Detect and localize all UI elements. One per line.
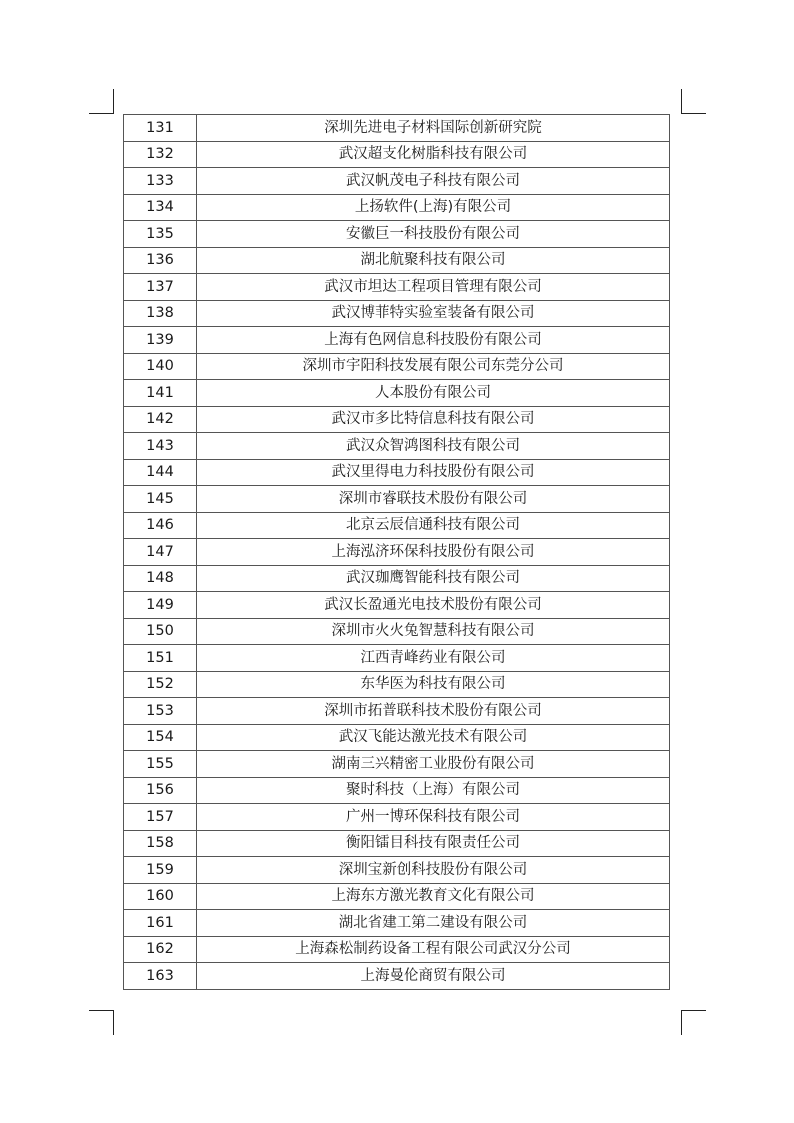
row-number: 151 — [124, 645, 197, 672]
company-name: 武汉市坦达工程项目管理有限公司 — [197, 274, 670, 301]
crop-mark-bottom-left — [89, 1010, 114, 1035]
company-name: 上扬软件(上海)有限公司 — [197, 194, 670, 221]
company-name: 武汉超支化树脂科技有限公司 — [197, 141, 670, 168]
company-name: 上海泓济环保科技股份有限公司 — [197, 539, 670, 566]
company-name: 武汉珈鹰智能科技有限公司 — [197, 565, 670, 592]
table-row — [124, 671, 670, 698]
row-number: 160 — [124, 883, 197, 910]
row-number: 149 — [124, 592, 197, 619]
table-row — [124, 592, 670, 619]
row-number: 157 — [124, 804, 197, 831]
table-row — [124, 804, 670, 831]
table-row — [124, 539, 670, 566]
row-number: 159 — [124, 857, 197, 884]
row-number: 141 — [124, 380, 197, 407]
company-name: 北京云辰信通科技有限公司 — [197, 512, 670, 539]
table-row — [124, 221, 670, 248]
row-number: 142 — [124, 406, 197, 433]
row-number: 150 — [124, 618, 197, 645]
table-row — [124, 910, 670, 937]
row-number: 155 — [124, 751, 197, 778]
table-row — [124, 353, 670, 380]
company-name: 上海有色网信息科技股份有限公司 — [197, 327, 670, 354]
company-name: 湖北航聚科技有限公司 — [197, 247, 670, 274]
company-name: 深圳市宇阳科技发展有限公司东莞分公司 — [197, 353, 670, 380]
company-name: 武汉市多比特信息科技有限公司 — [197, 406, 670, 433]
table-row — [124, 168, 670, 195]
table-row — [124, 751, 670, 778]
table-row — [124, 194, 670, 221]
row-number: 153 — [124, 698, 197, 725]
company-name: 武汉帆茂电子科技有限公司 — [197, 168, 670, 195]
row-number: 132 — [124, 141, 197, 168]
table-row — [124, 247, 670, 274]
table-row — [124, 857, 670, 884]
row-number: 161 — [124, 910, 197, 937]
table-row — [124, 459, 670, 486]
company-name: 上海曼伦商贸有限公司 — [197, 963, 670, 990]
table-row — [124, 274, 670, 301]
company-name: 江西青峰药业有限公司 — [197, 645, 670, 672]
company-list-table — [123, 114, 670, 990]
table-row — [124, 380, 670, 407]
row-number: 152 — [124, 671, 197, 698]
company-name: 湖南三兴精密工业股份有限公司 — [197, 751, 670, 778]
row-number: 137 — [124, 274, 197, 301]
row-number: 144 — [124, 459, 197, 486]
company-name: 武汉飞能达激光技术有限公司 — [197, 724, 670, 751]
table-row — [124, 512, 670, 539]
row-number: 154 — [124, 724, 197, 751]
row-number: 148 — [124, 565, 197, 592]
row-number: 143 — [124, 433, 197, 460]
company-name: 安徽巨一科技股份有限公司 — [197, 221, 670, 248]
crop-mark-top-right — [681, 89, 706, 114]
row-number: 131 — [124, 115, 197, 142]
table-row — [124, 777, 670, 804]
row-number: 156 — [124, 777, 197, 804]
company-name: 上海森松制药设备工程有限公司武汉分公司 — [197, 936, 670, 963]
crop-mark-top-left — [89, 89, 114, 114]
company-name: 武汉众智鸿图科技有限公司 — [197, 433, 670, 460]
table-row — [124, 936, 670, 963]
table-row — [124, 883, 670, 910]
table-row — [124, 300, 670, 327]
table-row — [124, 698, 670, 725]
row-number: 140 — [124, 353, 197, 380]
company-name: 人本股份有限公司 — [197, 380, 670, 407]
company-name: 东华医为科技有限公司 — [197, 671, 670, 698]
table-row — [124, 645, 670, 672]
company-name: 湖北省建工第二建设有限公司 — [197, 910, 670, 937]
row-number: 163 — [124, 963, 197, 990]
row-number: 158 — [124, 830, 197, 857]
company-name: 深圳先进电子材料国际创新研究院 — [197, 115, 670, 142]
row-number: 145 — [124, 486, 197, 513]
table-row — [124, 327, 670, 354]
row-number: 139 — [124, 327, 197, 354]
company-list-body — [124, 115, 670, 990]
table-row — [124, 963, 670, 990]
row-number: 136 — [124, 247, 197, 274]
company-name: 武汉博菲特实验室装备有限公司 — [197, 300, 670, 327]
company-name: 广州一博环保科技有限公司 — [197, 804, 670, 831]
crop-mark-bottom-right — [681, 1010, 706, 1035]
company-name: 深圳市睿联技术股份有限公司 — [197, 486, 670, 513]
row-number: 147 — [124, 539, 197, 566]
row-number: 133 — [124, 168, 197, 195]
table-row — [124, 115, 670, 142]
table-row — [124, 618, 670, 645]
table-row — [124, 406, 670, 433]
row-number: 138 — [124, 300, 197, 327]
table-row — [124, 433, 670, 460]
row-number: 134 — [124, 194, 197, 221]
row-number: 146 — [124, 512, 197, 539]
row-number: 162 — [124, 936, 197, 963]
table-row — [124, 486, 670, 513]
table-row — [124, 830, 670, 857]
company-name: 衡阳镭目科技有限责任公司 — [197, 830, 670, 857]
company-name: 武汉长盈通光电技术股份有限公司 — [197, 592, 670, 619]
table-row — [124, 141, 670, 168]
table-row — [124, 724, 670, 751]
row-number: 135 — [124, 221, 197, 248]
company-name: 深圳市拓普联科技术股份有限公司 — [197, 698, 670, 725]
company-name: 聚时科技（上海）有限公司 — [197, 777, 670, 804]
company-name: 武汉里得电力科技股份有限公司 — [197, 459, 670, 486]
company-name: 上海东方激光教育文化有限公司 — [197, 883, 670, 910]
table-row — [124, 565, 670, 592]
company-name: 深圳宝新创科技股份有限公司 — [197, 857, 670, 884]
company-name: 深圳市火火兔智慧科技有限公司 — [197, 618, 670, 645]
